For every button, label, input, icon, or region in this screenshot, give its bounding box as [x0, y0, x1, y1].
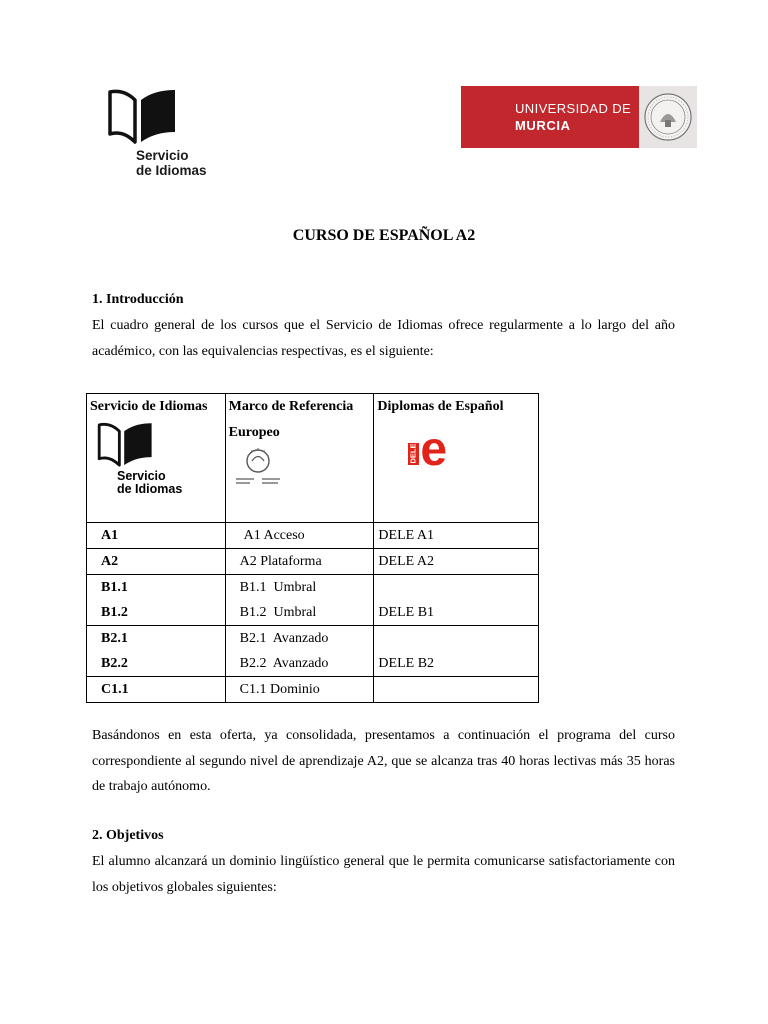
university-name-line2: MURCIA: [515, 118, 571, 133]
diploma-cell: DELE B1: [378, 605, 435, 620]
marco-cell: A2 Plataforma: [239, 554, 322, 569]
level-cell: A1: [101, 528, 119, 543]
marco-cell: B1.1 Umbral: [239, 580, 317, 595]
section-heading-introduccion: 1. Introducción: [92, 292, 184, 307]
table-row: [87, 549, 539, 575]
small-logo-line2: de Idiomas: [117, 482, 183, 496]
level-cell: B2.1: [101, 631, 128, 646]
marco-cell: B2.1 Avanzado: [239, 631, 329, 646]
diploma-cell: DELE B2: [378, 656, 435, 671]
course-equivalence-table: [86, 393, 539, 703]
university-name-line1: UNIVERSIDAD DE: [515, 101, 632, 116]
table-header-row: [87, 394, 539, 523]
level-cell: A2: [101, 554, 119, 569]
diploma-cell: [374, 575, 538, 600]
servicio-idiomas-small-logo: [93, 420, 183, 496]
header-label: Marco de Referencia Europeo: [228, 399, 354, 440]
objectives-paragraph: El alumno alcanzará un dominio lingüístico general que le permita comunicarse satisfactoriamente con los objetivos globales siguientes:: [92, 854, 675, 895]
dele-letter: e: [420, 423, 448, 476]
dele-logo: [408, 423, 456, 480]
level-cell: C1.1: [101, 682, 129, 697]
header-cell-marco: [225, 394, 374, 523]
level-cell: B2.2: [101, 656, 128, 671]
program-paragraph: Basándonos en esta oferta, ya consolidada, presentamos a continuación el programa del curso correspondiente al segundo nivel de aprendizaje A2, que se alcanza tras 40 horas lectivas más 35 horas de trabajo autónomo.: [92, 728, 675, 794]
header-cell-servicio: [87, 394, 226, 523]
book-icon: [106, 86, 178, 148]
council-of-europe-logo: [230, 446, 292, 495]
level-cell: B1.1: [101, 580, 128, 595]
section-heading-objetivos: 2. Objetivos: [92, 828, 164, 843]
dele-side-text: DELE: [408, 443, 418, 464]
marco-cell: A1 Acceso: [243, 528, 305, 543]
marco-cell: C1.1 Dominio: [239, 682, 320, 697]
servicio-logo-line2: de Idiomas: [136, 163, 207, 178]
intro-paragraph: El cuadro general de los cursos que el Servicio de Idiomas ofrece regularmente a lo largo del año académico, con las equivalencias respectivas, es el siguiente:: [92, 318, 675, 359]
diploma-cell: DELE A2: [378, 554, 435, 569]
marco-cell: B1.2 Umbral: [239, 605, 317, 620]
table-row: [87, 523, 539, 549]
diploma-cell: [374, 677, 538, 702]
small-logo-line1: Servicio: [117, 469, 166, 483]
marco-cell: B2.2 Avanzado: [239, 656, 329, 671]
servicio-logo-line1: Servicio: [136, 148, 189, 163]
table-row: [87, 575, 539, 626]
book-icon: [93, 420, 157, 470]
servicio-idiomas-logo: [106, 86, 226, 181]
header-label: Servicio de Idiomas: [90, 399, 208, 414]
table-row: [87, 677, 539, 703]
diploma-cell: [374, 626, 538, 651]
diploma-cell: DELE A1: [378, 528, 435, 543]
header-label: Diplomas de Español: [377, 399, 504, 414]
header-cell-diplomas: [374, 394, 539, 523]
level-cell: B1.2: [101, 605, 128, 620]
document-title: CURSO DE ESPAÑOL A2: [292, 227, 476, 244]
table-row: [87, 626, 539, 677]
universidad-murcia-logo: [461, 86, 697, 148]
university-seal-icon: [639, 86, 697, 148]
